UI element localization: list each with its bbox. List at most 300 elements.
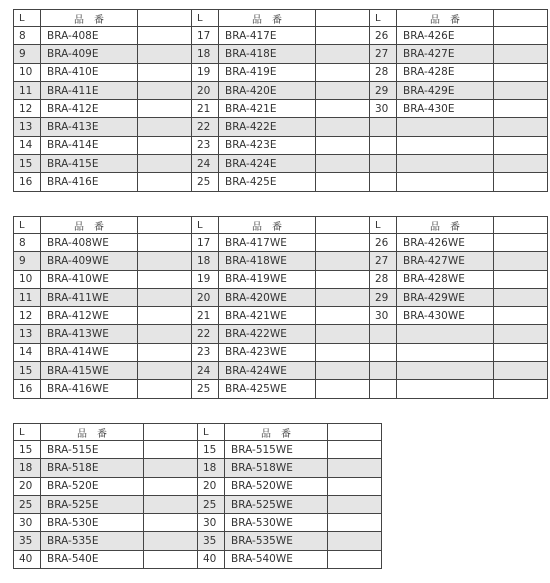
length-cell [370,173,397,191]
blank-cell [328,550,382,568]
blank-cell [494,118,548,136]
blank-cell [316,343,370,361]
blank-cell [494,136,548,154]
length-cell [370,325,397,343]
blank-cell [328,459,382,477]
length-cell [370,362,397,380]
length-cell: 13 [14,118,41,136]
header-row [192,217,370,234]
length-cell: 25 [192,173,219,191]
blank-cell [328,495,382,513]
table-row [192,155,370,173]
blank-cell [494,100,548,118]
length-cell: 17 [192,234,219,252]
spec-table [369,9,548,192]
table-row [14,532,198,550]
blank-cell [144,441,198,459]
part-number-cell [397,118,494,136]
length-cell: 12 [14,100,41,118]
part-number-cell: BRA-520WE [225,477,328,495]
length-cell: 13 [14,325,41,343]
part-number-cell: BRA-518E [41,459,144,477]
spec-table [13,216,192,399]
length-cell: 15 [14,362,41,380]
table-row [14,550,198,568]
blank-cell [316,380,370,398]
spec-table [191,216,370,399]
blank-cell [316,252,370,270]
table-row [192,380,370,398]
length-cell: 30 [14,514,41,532]
part-number-cell: BRA-422WE [219,325,316,343]
column-header-blank [316,217,370,234]
length-cell: 28 [370,63,397,81]
blank-cell [144,459,198,477]
blank-cell [316,325,370,343]
column-header-blank [494,217,548,234]
blank-cell [316,288,370,306]
table-row [370,155,548,173]
length-cell: 19 [192,63,219,81]
part-number-cell: BRA-535E [41,532,144,550]
length-cell: 30 [370,100,397,118]
table-row [14,288,192,306]
length-cell: 20 [198,477,225,495]
length-cell: 29 [370,81,397,99]
length-cell: 9 [14,252,41,270]
length-cell: 8 [14,234,41,252]
table-row [14,45,192,63]
blank-cell [328,532,382,550]
part-number-cell [397,380,494,398]
table-row [192,270,370,288]
table-row [370,63,548,81]
part-number-cell: BRA-411E [41,81,138,99]
part-number-cell: BRA-421E [219,100,316,118]
length-cell: 27 [370,252,397,270]
length-cell [370,380,397,398]
length-cell: 35 [198,532,225,550]
column-header-blank [328,424,382,441]
column-header-blank [316,10,370,27]
part-number-cell [397,362,494,380]
part-number-cell: BRA-410E [41,63,138,81]
column-header-l: L [14,217,41,234]
part-number-cell: BRA-426WE [397,234,494,252]
length-cell: 17 [192,27,219,45]
length-cell: 16 [14,380,41,398]
table-row [192,118,370,136]
length-cell: 23 [192,136,219,154]
length-cell: 16 [14,173,41,191]
blank-cell [138,173,192,191]
table-row [198,550,382,568]
column-header-blank [138,217,192,234]
part-number-cell: BRA-423E [219,136,316,154]
table-row [14,362,192,380]
table-row [14,234,192,252]
length-cell: 30 [198,514,225,532]
part-number-cell: BRA-415E [41,155,138,173]
blank-cell [138,362,192,380]
header-row [370,217,548,234]
blank-cell [144,495,198,513]
length-cell [370,118,397,136]
blank-cell [494,362,548,380]
column-header-l: L [370,217,397,234]
header-row [370,10,548,27]
blank-cell [138,27,192,45]
blank-cell [316,81,370,99]
table-row [198,532,382,550]
part-number-cell: BRA-411WE [41,288,138,306]
table-row [370,380,548,398]
part-number-cell: BRA-413WE [41,325,138,343]
table-row [14,380,192,398]
blank-cell [316,45,370,63]
part-number-cell: BRA-426E [397,27,494,45]
table-row [14,441,198,459]
length-cell: 12 [14,307,41,325]
table-row [198,441,382,459]
part-number-cell: BRA-421WE [219,307,316,325]
part-number-cell: BRA-429WE [397,288,494,306]
part-number-cell: BRA-408E [41,27,138,45]
table-row [370,136,548,154]
spec-table [191,9,370,192]
table-row [370,307,548,325]
part-number-cell: BRA-414E [41,136,138,154]
part-number-cell: BRA-424WE [219,362,316,380]
length-cell: 10 [14,63,41,81]
blank-cell [316,155,370,173]
blank-cell [138,100,192,118]
column-header-part-number: 品 番 [219,10,316,27]
length-cell: 14 [14,136,41,154]
blank-cell [138,380,192,398]
table-row [370,288,548,306]
length-cell: 28 [370,270,397,288]
length-cell: 15 [14,441,41,459]
blank-cell [494,234,548,252]
blank-cell [494,27,548,45]
table-row [370,173,548,191]
length-cell: 22 [192,118,219,136]
part-number-cell: BRA-535WE [225,532,328,550]
part-number-cell: BRA-409WE [41,252,138,270]
column-header-part-number: 品 番 [397,217,494,234]
part-number-cell [397,343,494,361]
length-cell: 20 [192,81,219,99]
part-number-cell: BRA-540WE [225,550,328,568]
table-row [14,63,192,81]
table-row [14,100,192,118]
blank-cell [138,343,192,361]
blank-cell [138,63,192,81]
blank-cell [494,288,548,306]
length-cell: 40 [198,550,225,568]
column-header-blank [138,10,192,27]
blank-cell [138,234,192,252]
column-header-part-number: 品 番 [225,424,328,441]
part-number-cell: BRA-419WE [219,270,316,288]
table-row [192,27,370,45]
blank-cell [494,155,548,173]
blank-cell [316,270,370,288]
table-row [192,136,370,154]
table-row [192,234,370,252]
blank-cell [494,63,548,81]
part-number-cell: BRA-518WE [225,459,328,477]
length-cell: 15 [14,155,41,173]
table-row [198,459,382,477]
blank-cell [494,307,548,325]
part-number-cell: BRA-530E [41,514,144,532]
header-row [192,10,370,27]
length-cell: 25 [14,495,41,513]
blank-cell [144,550,198,568]
spec-table [369,216,548,399]
blank-cell [138,118,192,136]
part-number-cell: BRA-413E [41,118,138,136]
part-number-cell: BRA-427WE [397,252,494,270]
blank-cell [144,532,198,550]
blank-cell [494,343,548,361]
spec-table [13,9,192,192]
part-number-cell [397,136,494,154]
length-cell: 23 [192,343,219,361]
table-row [370,252,548,270]
column-header-l: L [14,424,41,441]
part-number-cell: BRA-430E [397,100,494,118]
length-cell [370,155,397,173]
table-row [192,343,370,361]
part-number-cell: BRA-427E [397,45,494,63]
blank-cell [494,45,548,63]
part-number-cell: BRA-422E [219,118,316,136]
header-row [14,10,192,27]
blank-cell [316,234,370,252]
table-row [14,173,192,191]
blank-cell [138,288,192,306]
blank-cell [316,118,370,136]
length-cell: 25 [198,495,225,513]
column-header-part-number: 品 番 [41,217,138,234]
spec-table [13,423,198,569]
table-row [192,252,370,270]
part-number-cell: BRA-428E [397,63,494,81]
column-header-l: L [192,10,219,27]
table-row [14,118,192,136]
blank-cell [328,441,382,459]
part-number-cell: BRA-530WE [225,514,328,532]
length-cell: 8 [14,27,41,45]
length-cell: 11 [14,81,41,99]
length-cell: 22 [192,325,219,343]
blank-cell [494,173,548,191]
table-row [14,343,192,361]
table-row [192,325,370,343]
header-row [14,217,192,234]
length-cell: 19 [192,270,219,288]
blank-cell [138,45,192,63]
part-number-cell: BRA-430WE [397,307,494,325]
blank-cell [316,362,370,380]
part-number-cell: BRA-428WE [397,270,494,288]
part-number-cell [397,325,494,343]
length-cell: 14 [14,343,41,361]
length-cell: 9 [14,45,41,63]
blank-cell [328,514,382,532]
length-cell: 30 [370,307,397,325]
part-number-cell: BRA-424E [219,155,316,173]
part-number-cell: BRA-414WE [41,343,138,361]
table-row [370,45,548,63]
part-number-cell: BRA-423WE [219,343,316,361]
column-header-part-number: 品 番 [219,217,316,234]
table-row [192,307,370,325]
table-row [192,362,370,380]
blank-cell [138,155,192,173]
length-cell: 24 [192,155,219,173]
length-cell: 18 [192,252,219,270]
blank-cell [316,136,370,154]
length-cell: 21 [192,307,219,325]
table-row [192,288,370,306]
length-cell: 26 [370,27,397,45]
length-cell: 21 [192,100,219,118]
part-number-cell: BRA-540E [41,550,144,568]
length-cell [370,343,397,361]
table-row [14,136,192,154]
table-row [370,81,548,99]
part-number-cell: BRA-408WE [41,234,138,252]
blank-cell [138,325,192,343]
blank-cell [316,63,370,81]
part-number-cell: BRA-412E [41,100,138,118]
length-cell: 25 [192,380,219,398]
length-cell: 18 [14,459,41,477]
table-row [198,514,382,532]
part-number-cell: BRA-515WE [225,441,328,459]
length-cell: 27 [370,45,397,63]
blank-cell [316,27,370,45]
length-cell: 10 [14,270,41,288]
length-cell: 15 [198,441,225,459]
blank-cell [316,173,370,191]
column-header-part-number: 品 番 [41,424,144,441]
table-row [370,343,548,361]
table-row [14,495,198,513]
table-row [14,270,192,288]
blank-cell [138,307,192,325]
column-header-l: L [198,424,225,441]
column-header-l: L [370,10,397,27]
part-number-cell: BRA-525WE [225,495,328,513]
part-number-cell: BRA-419E [219,63,316,81]
table-row [198,495,382,513]
part-number-cell: BRA-515E [41,441,144,459]
part-number-cell: BRA-416WE [41,380,138,398]
blank-cell [138,136,192,154]
column-header-blank [144,424,198,441]
column-header-l: L [14,10,41,27]
part-number-cell: BRA-410WE [41,270,138,288]
part-number-cell: BRA-416E [41,173,138,191]
length-cell: 18 [198,459,225,477]
blank-cell [494,270,548,288]
blank-cell [494,325,548,343]
length-cell: 20 [192,288,219,306]
table-row [192,100,370,118]
part-number-cell: BRA-417WE [219,234,316,252]
table-row [14,155,192,173]
table-row [192,63,370,81]
part-number-cell: BRA-425WE [219,380,316,398]
column-header-blank [494,10,548,27]
table-row [14,307,192,325]
part-number-cell: BRA-425E [219,173,316,191]
table-row [370,270,548,288]
blank-cell [494,252,548,270]
part-number-cell [397,155,494,173]
blank-cell [316,100,370,118]
length-cell [370,136,397,154]
length-cell: 40 [14,550,41,568]
blank-cell [328,477,382,495]
table-row [14,27,192,45]
part-number-cell: BRA-415WE [41,362,138,380]
length-cell: 18 [192,45,219,63]
column-header-l: L [192,217,219,234]
length-cell: 26 [370,234,397,252]
length-cell: 24 [192,362,219,380]
length-cell: 20 [14,477,41,495]
part-number-cell [397,173,494,191]
table-row [192,45,370,63]
blank-cell [138,270,192,288]
part-number-cell: BRA-525E [41,495,144,513]
table-row [192,81,370,99]
length-cell: 35 [14,532,41,550]
header-row [198,424,382,441]
header-row [14,424,198,441]
length-cell: 11 [14,288,41,306]
part-number-cell: BRA-520E [41,477,144,495]
part-number-cell: BRA-429E [397,81,494,99]
table-row [370,325,548,343]
blank-cell [316,307,370,325]
blank-cell [494,380,548,398]
blank-cell [138,81,192,99]
table-row [370,362,548,380]
table-row [370,234,548,252]
blank-cell [494,81,548,99]
table-row [370,118,548,136]
table-row [14,514,198,532]
part-number-cell: BRA-418E [219,45,316,63]
part-number-cell: BRA-417E [219,27,316,45]
column-header-part-number: 品 番 [397,10,494,27]
table-row [14,325,192,343]
part-number-cell: BRA-412WE [41,307,138,325]
table-row [198,477,382,495]
column-header-part-number: 品 番 [41,10,138,27]
table-row [192,173,370,191]
part-number-cell: BRA-420E [219,81,316,99]
table-row [370,100,548,118]
table-row [14,459,198,477]
